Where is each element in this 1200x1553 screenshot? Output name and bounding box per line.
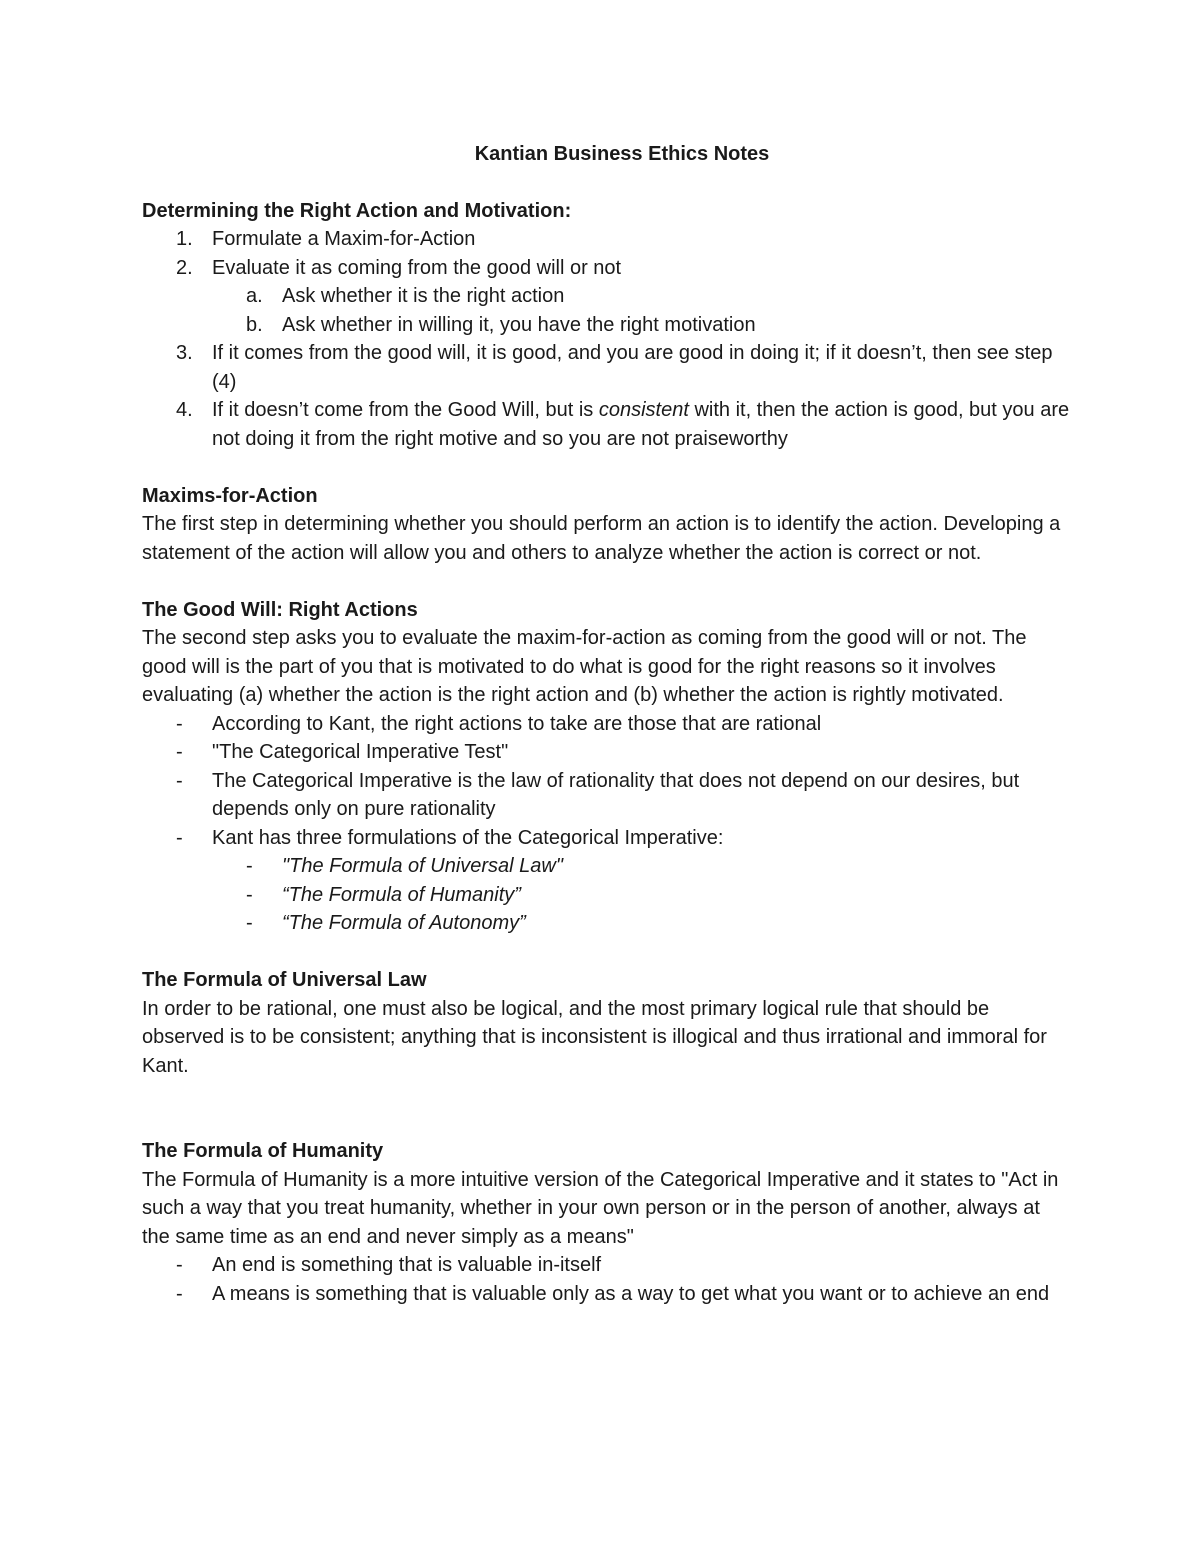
list-item [142, 254, 1072, 283]
dash-marker: - [176, 741, 183, 763]
list-item-text: The Categorical Imperative is the law of rationality that does not depend on our desires, but depends only on pure rationality [212, 769, 1020, 820]
list-item-text-after: with it, then the action is good, but you are not doing it from the right motive and so you are not praiseworthy [212, 399, 1070, 450]
list-item-text: An end is something that is valuable in-itself [212, 1254, 602, 1276]
list-marker: b. [246, 313, 263, 336]
section-heading-right-action: Determining the Right Action and Motivation: [142, 199, 572, 222]
list-item-text: Formulate a Maxim-for-Action [212, 228, 476, 250]
list-marker: 4. [176, 399, 193, 421]
section-body: In order to be rational, one must also be logical, and the most primary logical rule that should be observed is to be consistent; anything that is inconsistent is illogical and thus irrational and immoral for Kant. [142, 997, 1047, 1077]
list-item-text: Ask whether in willing it, you have the right motivation [282, 313, 756, 336]
bullet-list [142, 710, 1072, 938]
list-item [142, 738, 1072, 767]
dash-marker: - [176, 1254, 183, 1276]
list-item [142, 396, 1072, 453]
section-heading-good-will: The Good Will: Right Actions [142, 598, 418, 621]
section-body: The second step asks you to evaluate the maxim-for-action as coming from the good will or not. The good will is the part of you that is motivated to do what is good for the right reasons so it involves evaluating (a) whether the action is the right action and (b) whether the action is rightly motivated. [142, 627, 1027, 706]
list-item [142, 1251, 1072, 1280]
list-item-text: Kant has three formulations of the Categorical Imperative: [212, 826, 724, 849]
dash-marker: - [176, 712, 183, 735]
list-item-text: "The Formula of Universal Law" [282, 855, 563, 877]
emphasis-text: consistent [598, 399, 689, 421]
list-item-text: According to Kant, the right actions to take are those that are rational [212, 712, 822, 735]
list-item-text: If it comes from the good will, it is good, and you are good in doing it; if it doesn’t, then see step (4) [212, 342, 1053, 393]
list-marker: a. [246, 285, 263, 307]
list-marker: 2. [176, 256, 193, 279]
section-heading-humanity: The Formula of Humanity [142, 1140, 384, 1162]
document-title: Kantian Business Ethics Notes [474, 143, 770, 165]
section-body: The Formula of Humanity is a more intuitive version of the Categorical Imperative and it states to "Act in such a way that you treat humanity, whether in your own person or in the person of another, always at the same time as an end and never simply as a means" [142, 1168, 1059, 1248]
list-sub-item [142, 311, 1072, 340]
list-marker: 3. [176, 342, 193, 364]
dash-marker: - [176, 1282, 183, 1305]
section-heading-maxims: Maxims-for-Action [142, 484, 318, 507]
list-item-text: Ask whether it is the right action [282, 285, 565, 307]
list-sub-item [142, 909, 1072, 938]
section-heading-universal-law: The Formula of Universal Law [142, 969, 427, 991]
document-page [142, 140, 1072, 1308]
list-item [142, 339, 1072, 396]
list-item-text: "The Categorical Imperative Test" [212, 741, 509, 763]
list-sub-item [142, 852, 1072, 881]
dash-marker: - [246, 855, 253, 877]
list-item-text: “The Formula of Humanity” [282, 883, 521, 906]
list-marker: 1. [176, 228, 193, 250]
dash-marker: - [176, 826, 183, 849]
dash-marker: - [176, 769, 183, 792]
bullet-list [142, 1251, 1072, 1308]
dash-marker: - [246, 883, 253, 906]
list-sub-item [142, 881, 1072, 910]
list-sub-item [142, 282, 1072, 311]
list-item [142, 767, 1072, 824]
section-body: The first step in determining whether you should perform an action is to identify the action. Developing a statement of the action will allow you and others to analyze whether the action is correct or not. [142, 513, 1061, 564]
list-item [142, 1280, 1072, 1309]
list-item-text: Evaluate it as coming from the good will or not [212, 256, 622, 279]
list-item-text-before: If it doesn’t come from the Good Will, but is [212, 399, 599, 421]
list-item-text: “The Formula of Autonomy” [282, 912, 526, 934]
list-item-text: A means is something that is valuable only as a way to get what you want or to achieve an end [212, 1282, 1050, 1305]
steps-list [142, 225, 1072, 453]
dash-marker: - [246, 912, 253, 934]
list-item [142, 225, 1072, 254]
list-item [142, 710, 1072, 739]
list-item [142, 824, 1072, 853]
